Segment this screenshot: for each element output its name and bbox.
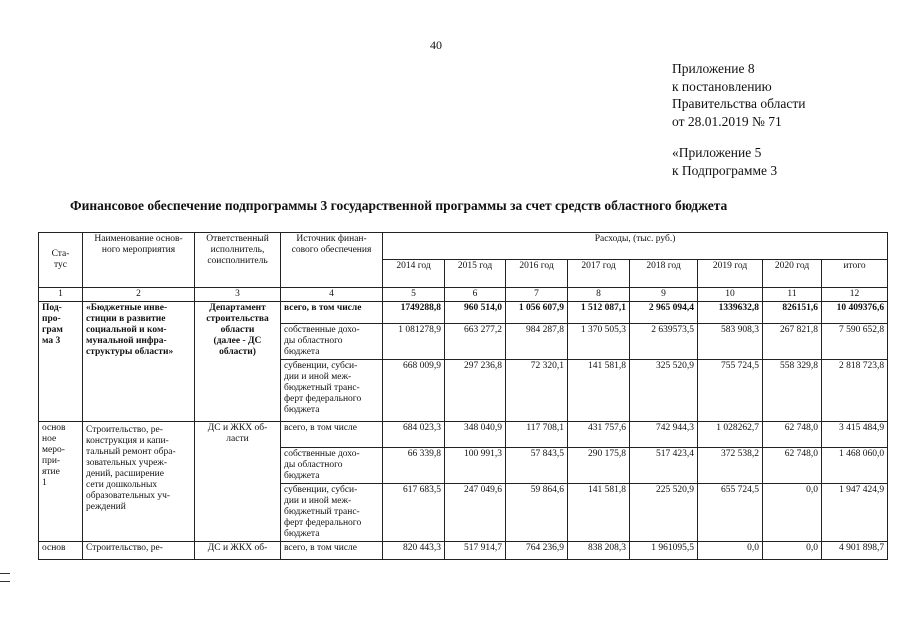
header-row: [39, 233, 888, 260]
status-cell: Под- про- грам ма 3: [39, 302, 83, 422]
financing-table: [38, 232, 888, 560]
amount-cell: 59 864,6: [506, 484, 568, 542]
year-header: 2020 год: [763, 260, 822, 288]
column-number: 9: [630, 288, 698, 302]
name-header: Наименование основ- ного мероприятия: [83, 233, 195, 288]
amount-cell: 1339632,8: [698, 302, 763, 324]
column-number: 10: [698, 288, 763, 302]
column-number: 6: [445, 288, 506, 302]
column-number: 8: [568, 288, 630, 302]
funding-source-cell: всего, в том числе: [281, 542, 383, 560]
amount-cell: 820 443,3: [383, 542, 445, 560]
amount-cell: 755 724,5: [698, 360, 763, 422]
table-row: [39, 542, 888, 560]
amount-cell: 66 339,8: [383, 448, 445, 484]
amount-cell: 2 639573,5: [630, 324, 698, 360]
amount-cell: 668 009,9: [383, 360, 445, 422]
amount-cell: 0,0: [763, 542, 822, 560]
amount-cell: 0,0: [763, 484, 822, 542]
amount-cell: 1 947 424,9: [822, 484, 888, 542]
appendix-line: Правительства области: [672, 96, 806, 111]
amount-cell: 4 901 898,7: [822, 542, 888, 560]
amount-cell: 663 277,2: [445, 324, 506, 360]
amount-cell: 7 590 652,8: [822, 324, 888, 360]
appendix-reference-block: [672, 144, 777, 179]
amount-cell: 141 581,8: [568, 484, 630, 542]
year-header: 2015 год: [445, 260, 506, 288]
document-title: Финансовое обеспечение подпрограммы 3 государственной программы за счет средств областного бюджета: [70, 198, 728, 213]
amount-cell: 1 028262,7: [698, 422, 763, 448]
amount-cell: 225 520,9: [630, 484, 698, 542]
amount-cell: 117 708,1: [506, 422, 568, 448]
amount-cell: 325 520,9: [630, 360, 698, 422]
amount-cell: 517 914,7: [445, 542, 506, 560]
amount-cell: 583 908,3: [698, 324, 763, 360]
expenses-header: Расходы, (тыс. руб.): [383, 233, 888, 260]
status-cell: основ: [39, 542, 83, 560]
amount-cell: 1 081278,9: [383, 324, 445, 360]
amount-cell: 0,0: [698, 542, 763, 560]
amount-cell: 72 320,1: [506, 360, 568, 422]
amount-cell: 764 236,9: [506, 542, 568, 560]
amount-cell: 297 236,8: [445, 360, 506, 422]
funding-source-cell: собственные дохо- ды областного бюджета: [281, 324, 383, 360]
appendix-block: [672, 60, 805, 130]
amount-cell: 3 415 484,9: [822, 422, 888, 448]
amount-cell: 348 040,9: [445, 422, 506, 448]
amount-cell: 826151,6: [763, 302, 822, 324]
amount-cell: 960 514,0: [445, 302, 506, 324]
amount-cell: 2 818 723,8: [822, 360, 888, 422]
amount-cell: 1 370 505,3: [568, 324, 630, 360]
table-row: [39, 422, 888, 448]
funding-source-cell: субвенции, субси- дии и иной меж- бюджетный транс- ферт федерального бюджета: [281, 360, 383, 422]
appendix-line: Приложение 8: [672, 61, 755, 76]
amount-cell: 141 581,8: [568, 360, 630, 422]
amount-cell: 1749288,8: [383, 302, 445, 324]
margin-mark: [0, 581, 10, 582]
executor-cell: ДС и ЖКХ об-: [195, 542, 281, 560]
year-header: 2018 год: [630, 260, 698, 288]
funding-source-cell: всего, в том числе: [281, 422, 383, 448]
funding-source-cell: собственные дохо- ды областного бюджета: [281, 448, 383, 484]
amount-cell: 838 208,3: [568, 542, 630, 560]
appendix-line: от 28.01.2019 № 71: [672, 113, 782, 129]
column-number: 3: [195, 288, 281, 302]
amount-cell: 984 287,8: [506, 324, 568, 360]
event-name-cell: «Бюджетные инве- стиции в развитие социальной и ком- мунальной инфра- структуры области»: [83, 302, 195, 422]
amount-cell: 517 423,4: [630, 448, 698, 484]
executor-header: Ответственный исполнитель, соисполнитель: [195, 233, 281, 288]
amount-cell: 655 724,5: [698, 484, 763, 542]
page-number: 40: [430, 38, 442, 52]
funding-source-cell: всего, в том числе: [281, 302, 383, 324]
amount-cell: 617 683,5: [383, 484, 445, 542]
amount-cell: 1 961095,5: [630, 542, 698, 560]
status-cell: основ ное меро- при- ятие 1: [39, 422, 83, 542]
executor-cell: ДС и ЖКХ об- ласти: [195, 422, 281, 542]
executor-cell: Департамент строительства области (далее - ДС области): [195, 302, 281, 422]
year-header: 2017 год: [568, 260, 630, 288]
amount-cell: 558 329,8: [763, 360, 822, 422]
table-row: [39, 302, 888, 324]
amount-cell: 10 409376,6: [822, 302, 888, 324]
source-header: Источник финан- сового обеспечения: [281, 233, 383, 288]
amount-cell: 742 944,3: [630, 422, 698, 448]
amount-cell: 431 757,6: [568, 422, 630, 448]
amount-cell: 62 748,0: [763, 448, 822, 484]
amount-cell: 2 965 094,4: [630, 302, 698, 324]
year-header: итого: [822, 260, 888, 288]
amount-cell: 267 821,8: [763, 324, 822, 360]
appendix-ref-line: к Подпрограмме 3: [672, 162, 778, 178]
column-number: 4: [281, 288, 383, 302]
event-name-cell: Строительство, ре- конструкция и капи- тальный ремонт обра- зовательных учреж- дений, расширение сети дошкольных образовательных уч- реждений: [83, 422, 195, 542]
year-header: 2019 год: [698, 260, 763, 288]
column-number: 12: [822, 288, 888, 302]
margin-mark: [0, 573, 10, 574]
amount-cell: 372 538,2: [698, 448, 763, 484]
column-number: 11: [763, 288, 822, 302]
appendix-line: к постановлению: [672, 78, 772, 94]
funding-source-cell: субвенции, субси- дии и иной меж- бюджетный транс- ферт федерального бюджета: [281, 484, 383, 542]
column-number: 2: [83, 288, 195, 302]
year-header: 2014 год: [383, 260, 445, 288]
column-number: 1: [39, 288, 83, 302]
year-header: 2016 год: [506, 260, 568, 288]
column-number: 7: [506, 288, 568, 302]
amount-cell: 100 991,3: [445, 448, 506, 484]
amount-cell: 1 056 607,9: [506, 302, 568, 324]
status-header: Ста- тус: [39, 233, 83, 288]
column-number: 5: [383, 288, 445, 302]
amount-cell: 247 049,6: [445, 484, 506, 542]
amount-cell: 62 748,0: [763, 422, 822, 448]
amount-cell: 57 843,5: [506, 448, 568, 484]
column-numbers-row: [39, 288, 888, 302]
event-name-cell: Строительство, ре-: [83, 542, 195, 560]
appendix-ref-line: «Приложение 5: [672, 145, 762, 160]
amount-cell: 1 512 087,1: [568, 302, 630, 324]
amount-cell: 1 468 060,0: [822, 448, 888, 484]
amount-cell: 684 023,3: [383, 422, 445, 448]
amount-cell: 290 175,8: [568, 448, 630, 484]
